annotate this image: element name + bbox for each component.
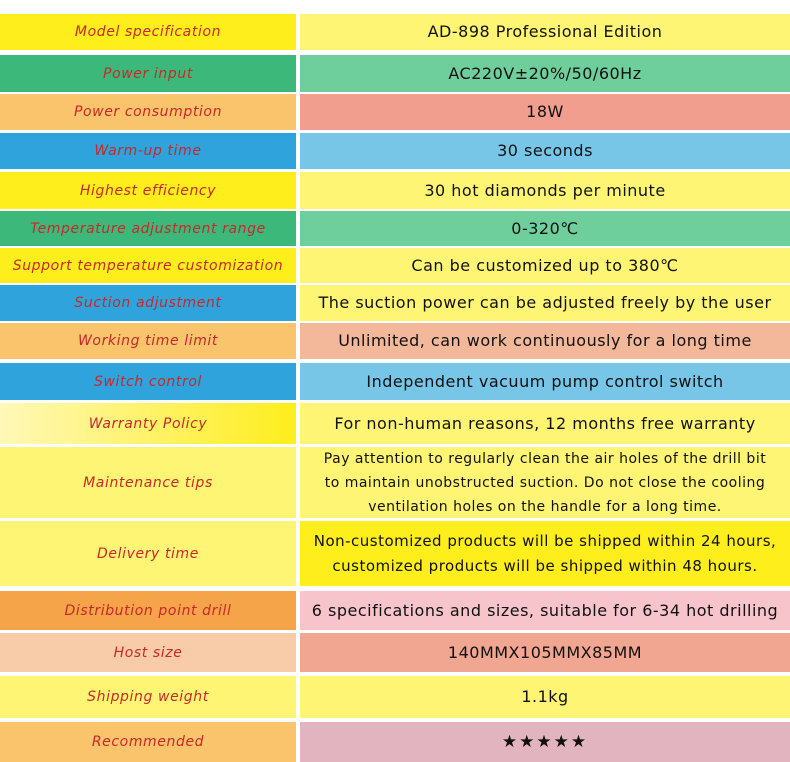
spec-label: Host size	[0, 633, 296, 672]
spec-value-line: For non-human reasons, 12 months free warranty	[334, 413, 756, 433]
spec-value-line: The suction power can be adjusted freely by the user	[318, 293, 772, 312]
spec-row-power-consumption	[0, 94, 790, 130]
spec-value	[300, 722, 790, 762]
spec-row-maintenance	[0, 447, 790, 518]
spec-row-drill	[0, 591, 790, 630]
spec-value-line: 6 specifications and sizes, suitable for 6-34 hot drilling	[311, 600, 779, 620]
spec-value	[300, 285, 790, 321]
spec-label: Support temperature customization	[0, 248, 296, 283]
spec-value	[300, 248, 790, 283]
spec-row-working-time	[0, 323, 790, 359]
spec-label: Maintenance tips	[0, 447, 296, 518]
rating-stars: ★★★★★	[501, 732, 589, 752]
spec-value	[300, 211, 790, 246]
spec-label: Power consumption	[0, 94, 296, 130]
spec-value	[300, 172, 790, 209]
spec-value-line: Pay attention to regularly clean the air holes of the drill bit	[323, 450, 767, 467]
spec-row-weight	[0, 676, 790, 718]
spec-value-line: 30 seconds	[497, 141, 593, 160]
spec-value	[300, 133, 790, 169]
spec-label: Temperature adjustment range	[0, 211, 296, 246]
spec-label: Working time limit	[0, 323, 296, 359]
spec-value-line: AD-898 Professional Edition	[427, 22, 663, 41]
spec-label: Warranty Policy	[0, 403, 296, 444]
spec-value-line: ventilation holes on the handle for a long time.	[368, 498, 722, 515]
spec-value	[300, 633, 790, 672]
spec-label: Recommended	[0, 722, 296, 762]
spec-row-temp-custom	[0, 248, 790, 283]
spec-value	[300, 676, 790, 718]
spec-value	[300, 94, 790, 130]
spec-row-efficiency	[0, 172, 790, 209]
spec-row-temp-range	[0, 211, 790, 246]
spec-row-suction	[0, 285, 790, 321]
spec-value	[300, 55, 790, 92]
spec-row-delivery	[0, 521, 790, 586]
spec-label: Power input	[0, 55, 296, 92]
spec-value-line: to maintain unobstructed suction. Do not close the cooling	[324, 474, 766, 491]
spec-value-line: 30 hot diamonds per minute	[424, 180, 666, 200]
spec-label: Shipping weight	[0, 676, 296, 718]
spec-value	[300, 591, 790, 630]
spec-value-line: Non-customized products will be shipped within 24 hours,	[313, 531, 777, 550]
spec-value	[300, 14, 790, 50]
spec-value-line: Unlimited, can work continuously for a long time	[338, 331, 752, 350]
spec-value-line: 1.1kg	[521, 687, 569, 706]
spec-value	[300, 403, 790, 444]
spec-row-host-size	[0, 633, 790, 672]
spec-value-line: customized products will be shipped within 48 hours.	[332, 556, 758, 575]
spec-label: Highest efficiency	[0, 172, 296, 209]
spec-value	[300, 323, 790, 359]
spec-value-line: Independent vacuum pump control switch	[366, 371, 724, 391]
spec-row-warm-up	[0, 133, 790, 169]
spec-row-recommended	[0, 722, 790, 762]
spec-value-line: 140MMX105MMX85MM	[447, 642, 643, 662]
spec-label: Warm-up time	[0, 133, 296, 169]
spec-value	[300, 363, 790, 400]
spec-value-line: 0-320℃	[511, 218, 579, 238]
spec-label: Distribution point drill	[0, 591, 296, 630]
spec-row-power-input	[0, 55, 790, 92]
spec-label: Delivery time	[0, 521, 296, 586]
spec-row-warranty	[0, 403, 790, 444]
spec-row-switch	[0, 363, 790, 400]
spec-value	[300, 447, 790, 518]
spec-row-model	[0, 14, 790, 52]
spec-value-line: 18W	[526, 102, 564, 121]
spec-value-line: Can be customized up to 380℃	[411, 255, 679, 275]
spec-value	[300, 521, 790, 586]
spec-label: Suction adjustment	[0, 285, 296, 321]
spec-value-line: AC220V±20%/50/60Hz	[448, 63, 642, 83]
spec-label: Switch control	[0, 363, 296, 400]
spec-label: Model specification	[0, 14, 296, 50]
